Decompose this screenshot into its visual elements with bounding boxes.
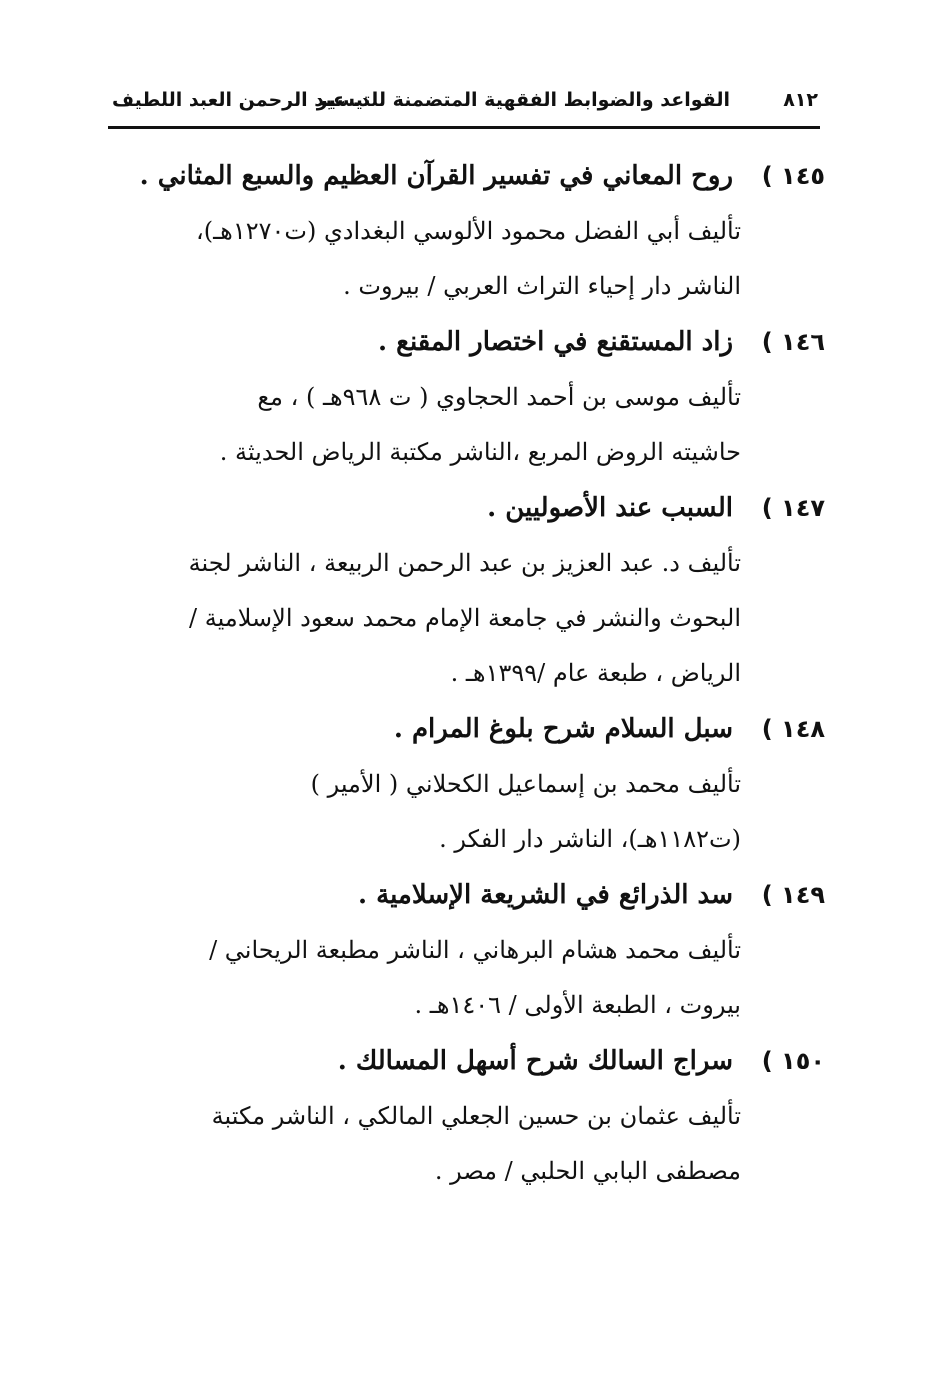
bibliography-entry [100,701,825,867]
entry-title: سراج السالك شرح أسهل المسالك . [337,1046,733,1076]
entry-heading [100,701,825,757]
entry-title: سد الذرائع في الشريعة الإسلامية . [358,880,733,910]
entry-details [100,536,825,701]
entry-details [100,1089,825,1199]
author-name: د. عبد الرحمن العبد اللطيف [112,89,370,111]
entry-line: تأليف محمد بن إسماعيل الكحلاني ( الأمير ) [310,770,741,798]
entry-line: حاشيته الروض المربع ،الناشر مكتبة الرياض الحديثة . [219,438,741,466]
header-divider [108,126,820,129]
entry-title: سبل السلام شرح بلوغ المرام . [393,714,733,744]
entry-number: ١٤٧ ) [761,494,825,522]
entry-number: ١٤٥ ) [761,162,825,190]
entry-line: تأليف أبي الفضل محمود الألوسي البغدادي (ت١٢٧٠هـ)، [196,217,741,245]
entry-title: السبب عند الأصوليين . [487,493,733,523]
entry-number: ١٥٠ ) [761,1047,825,1075]
entry-number: ١٤٩ ) [761,881,825,909]
entry-line: الناشر دار إحياء التراث العربي / بيروت . [343,272,741,300]
entry-line: تأليف موسى بن أحمد الحجاوي ( ت ٩٦٨هـ ) ، مع [257,383,741,411]
entry-line: تأليف د. عبد العزيز بن عبد الرحمن الربيعة ، الناشر لجنة [188,549,741,577]
entry-line: تأليف عثمان بن حسين الجعلي المالكي ، الناشر مكتبة [211,1102,741,1130]
entry-heading [100,1033,825,1089]
entry-heading [100,314,825,370]
bibliography-entry [100,314,825,480]
running-header [112,80,818,120]
bibliography-entry [100,480,825,701]
entry-line: مصطفى البابي الحلبي / مصر . [434,1157,741,1185]
entry-details [100,204,825,314]
entry-line: البحوث والنشر في جامعة الإمام محمد سعود الإسلامية / [189,604,741,632]
entry-line: بيروت ، الطبعة الأولى / ١٤٠٦هـ . [414,991,741,1019]
entry-line: الرياض ، طبعة عام /١٣٩٩هـ . [450,659,741,687]
entry-details [100,757,825,867]
page-number: ٨١٢ [783,89,818,111]
entry-details [100,370,825,480]
entry-heading [100,480,825,536]
entry-line: (ت١١٨٢هـ)، الناشر دار الفكر . [439,825,741,853]
entry-number: ١٤٨ ) [761,715,825,743]
bibliography-list [100,148,825,1199]
entry-heading [100,867,825,923]
entry-title: روح المعاني في تفسير القرآن العظيم والسبع المثاني . [139,161,733,191]
bibliography-entry [100,148,825,314]
entry-title: زاد المستقنع في اختصار المقنع . [378,327,733,357]
book-title: القواعد والضوابط الفقهية المتضمنة للتيسير [316,89,730,111]
entry-line: تأليف محمد هشام البرهاني ، الناشر مطبعة الريحاني / [209,936,741,964]
entry-heading [100,148,825,204]
bibliography-entry [100,867,825,1033]
entry-number: ١٤٦ ) [761,328,825,356]
bibliography-entry [100,1033,825,1199]
entry-details [100,923,825,1033]
